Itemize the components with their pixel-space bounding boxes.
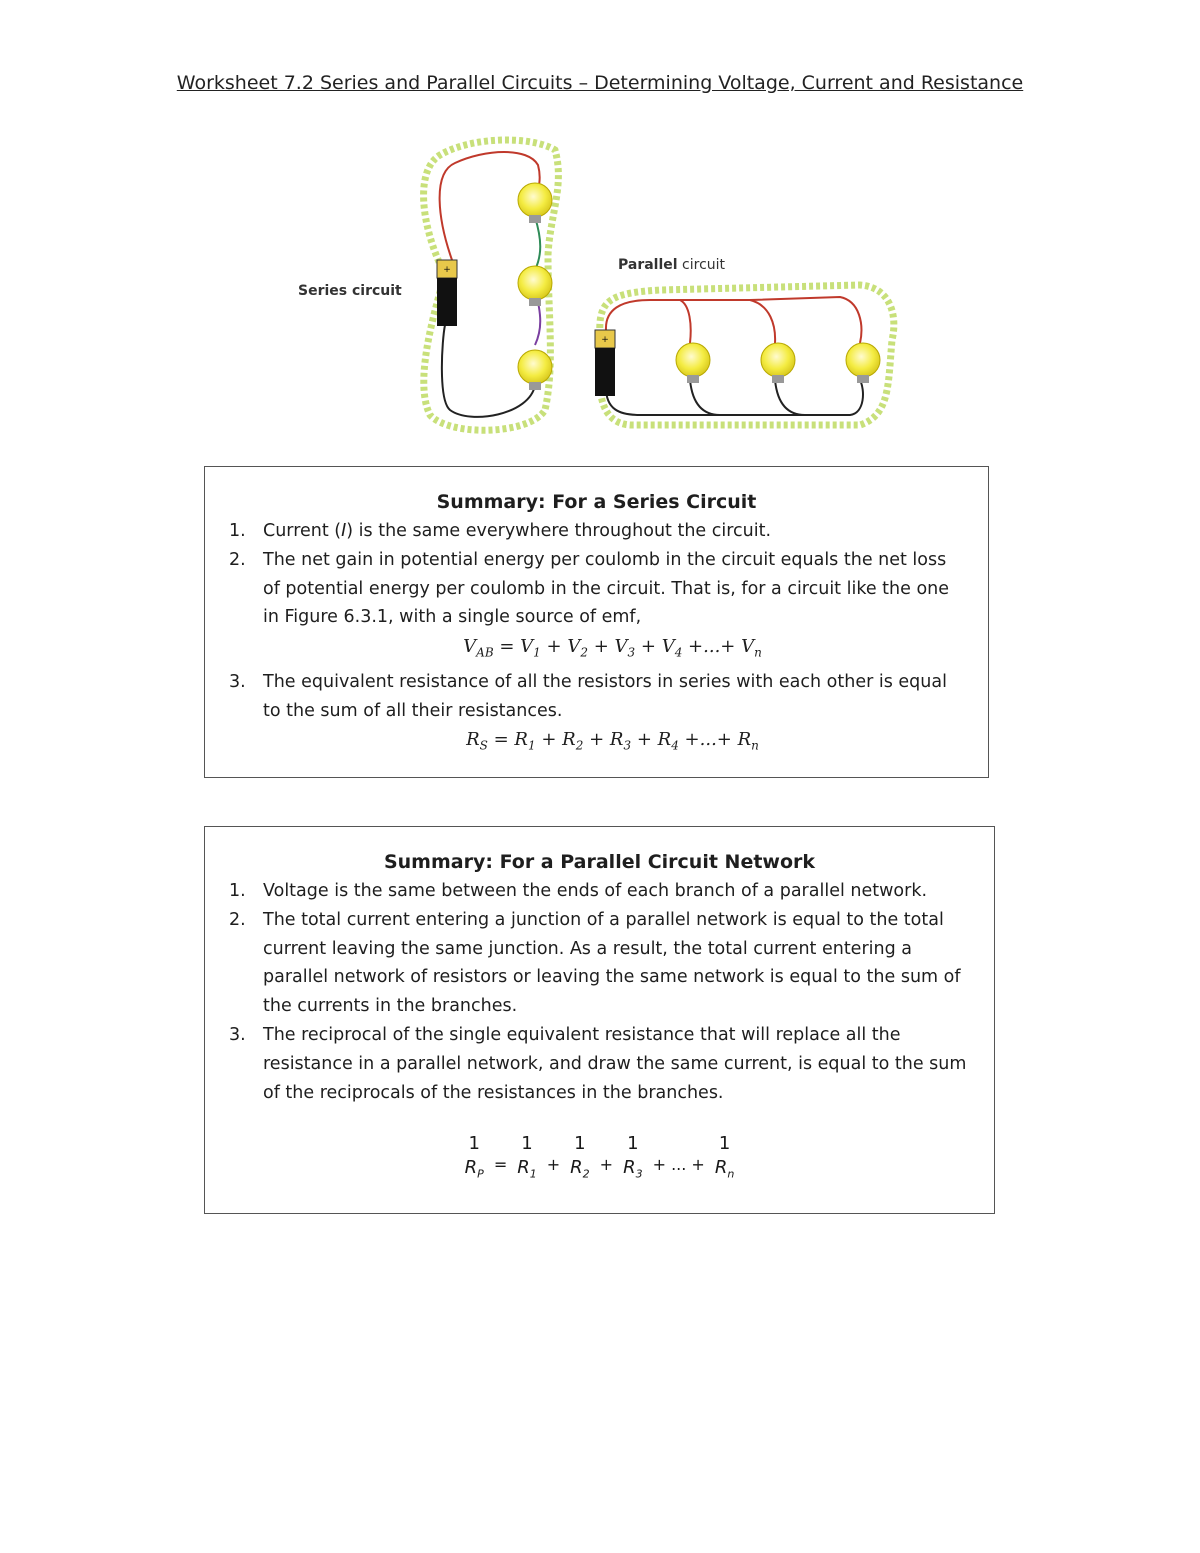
list-number: 1.: [229, 881, 246, 901]
circuits-illustration: [280, 125, 920, 450]
fraction-1-over-r3: 1 $R_3$: [623, 1133, 643, 1181]
list-number: 1.: [229, 521, 246, 541]
parallel-battery-body: [595, 348, 615, 396]
series-summary-heading: Summary: For a Series Circuit: [436, 491, 757, 513]
parallel-label-bold: Parallel: [618, 257, 678, 273]
parallel-bulb-3: [846, 343, 880, 383]
parallel-item-2: [205, 906, 994, 1021]
parallel-wire-dark-3: [775, 380, 805, 415]
parallel-wire-red-2: [680, 300, 775, 343]
series-resistance-equation: $R_S = R_1 + R_2 + R_3 + R_4$ +...+ $R_n$: [466, 729, 759, 753]
parallel-summary-list: [205, 877, 994, 1107]
parallel-bulb-2: [761, 343, 795, 383]
series-item-1-text-a: Current (: [263, 521, 342, 541]
plus-sign: +: [546, 1155, 561, 1175]
parallel-item-1: [205, 877, 994, 906]
series-item-2: [205, 546, 988, 668]
parallel-label-rest: circuit: [677, 257, 726, 273]
circuit-figure: [280, 125, 920, 450]
series-circuit-label: Series circuit: [298, 283, 402, 299]
series-voltage-equation: $V_{AB} = V_1 + V_2 + V_3 + V_4$ +...+ $V_n$: [463, 636, 762, 660]
series-item-1-symbol: I: [341, 521, 347, 541]
series-battery-sign: +: [443, 265, 451, 275]
parallel-circuit-label: [618, 257, 726, 273]
fraction-1-over-r2: 1 $R_2$: [570, 1133, 590, 1181]
parallel-wire-red-1: [606, 300, 691, 343]
series-bulb-2: [518, 266, 552, 306]
series-wire-green: [535, 217, 540, 270]
fraction-1-over-r1: 1 $R_1$: [517, 1133, 537, 1181]
series-battery-body: [437, 278, 457, 326]
list-number: 2.: [229, 909, 246, 930]
parallel-resistance-formula: [205, 1133, 994, 1188]
parallel-item-2-text: The total current entering a junction of a parallel network is equal to the total current leaving the same junction. As a result, the total current entering a parallel network of resistors or leaving the same network is equal to the sum of the currents in the branches.: [263, 909, 961, 1017]
parallel-bulb-1: [676, 343, 710, 383]
parallel-circuit-diagram: [595, 257, 894, 425]
parallel-item-1-text: Voltage is the same between the ends of each branch of a parallel network.: [263, 881, 928, 901]
parallel-wire-dark: [606, 380, 863, 415]
parallel-item-3-text: The reciprocal of the single equivalent resistance that will replace all the resistance in a parallel network, and draw the same current, is equal to the sum of the reciprocals of the resistances in the branches.: [263, 1024, 967, 1103]
plus-sign: +: [599, 1155, 614, 1175]
parallel-summary-heading: Summary: For a Parallel Circuit Network: [383, 851, 816, 873]
series-summary-box: [204, 466, 989, 778]
series-summary-list: [205, 517, 988, 761]
list-number: 2.: [229, 549, 246, 570]
parallel-summary-box: [204, 826, 995, 1214]
equals-sign: =: [493, 1155, 508, 1175]
series-item-1-text-b: ) is the same everywhere throughout the circuit.: [346, 521, 772, 541]
parallel-wire-red-3: [750, 297, 861, 343]
parallel-wire-dark-2: [690, 380, 720, 415]
parallel-battery-sign: +: [601, 335, 609, 345]
series-bulb-3: [518, 350, 552, 390]
series-item-3: [205, 668, 988, 761]
parallel-item-3: [205, 1021, 994, 1107]
ellipsis-plus: + ... +: [652, 1155, 705, 1175]
list-number: 3.: [229, 1024, 246, 1045]
series-circuit-diagram: [298, 140, 558, 430]
series-item-1: [205, 517, 988, 546]
list-number: 3.: [229, 671, 246, 692]
series-item-2-text: The net gain in potential energy per coulomb in the circuit equals the net loss of potential energy per coulomb in the circuit. That is, for a circuit like the one in Figure 6.3.1, with a single source of emf,: [263, 549, 950, 628]
fraction-1-over-rn: 1 $R_n$: [714, 1133, 735, 1181]
series-bulb-1: [518, 183, 552, 223]
series-item-3-text: The equivalent resistance of all the resistors in series with each other is equal to the sum of all their resistances.: [263, 671, 947, 721]
fraction-1-over-rp: 1 $R_P$: [464, 1133, 484, 1181]
worksheet-title: Worksheet 7.2 Series and Parallel Circuits – Determining Voltage, Current and Resistance: [176, 72, 1024, 94]
